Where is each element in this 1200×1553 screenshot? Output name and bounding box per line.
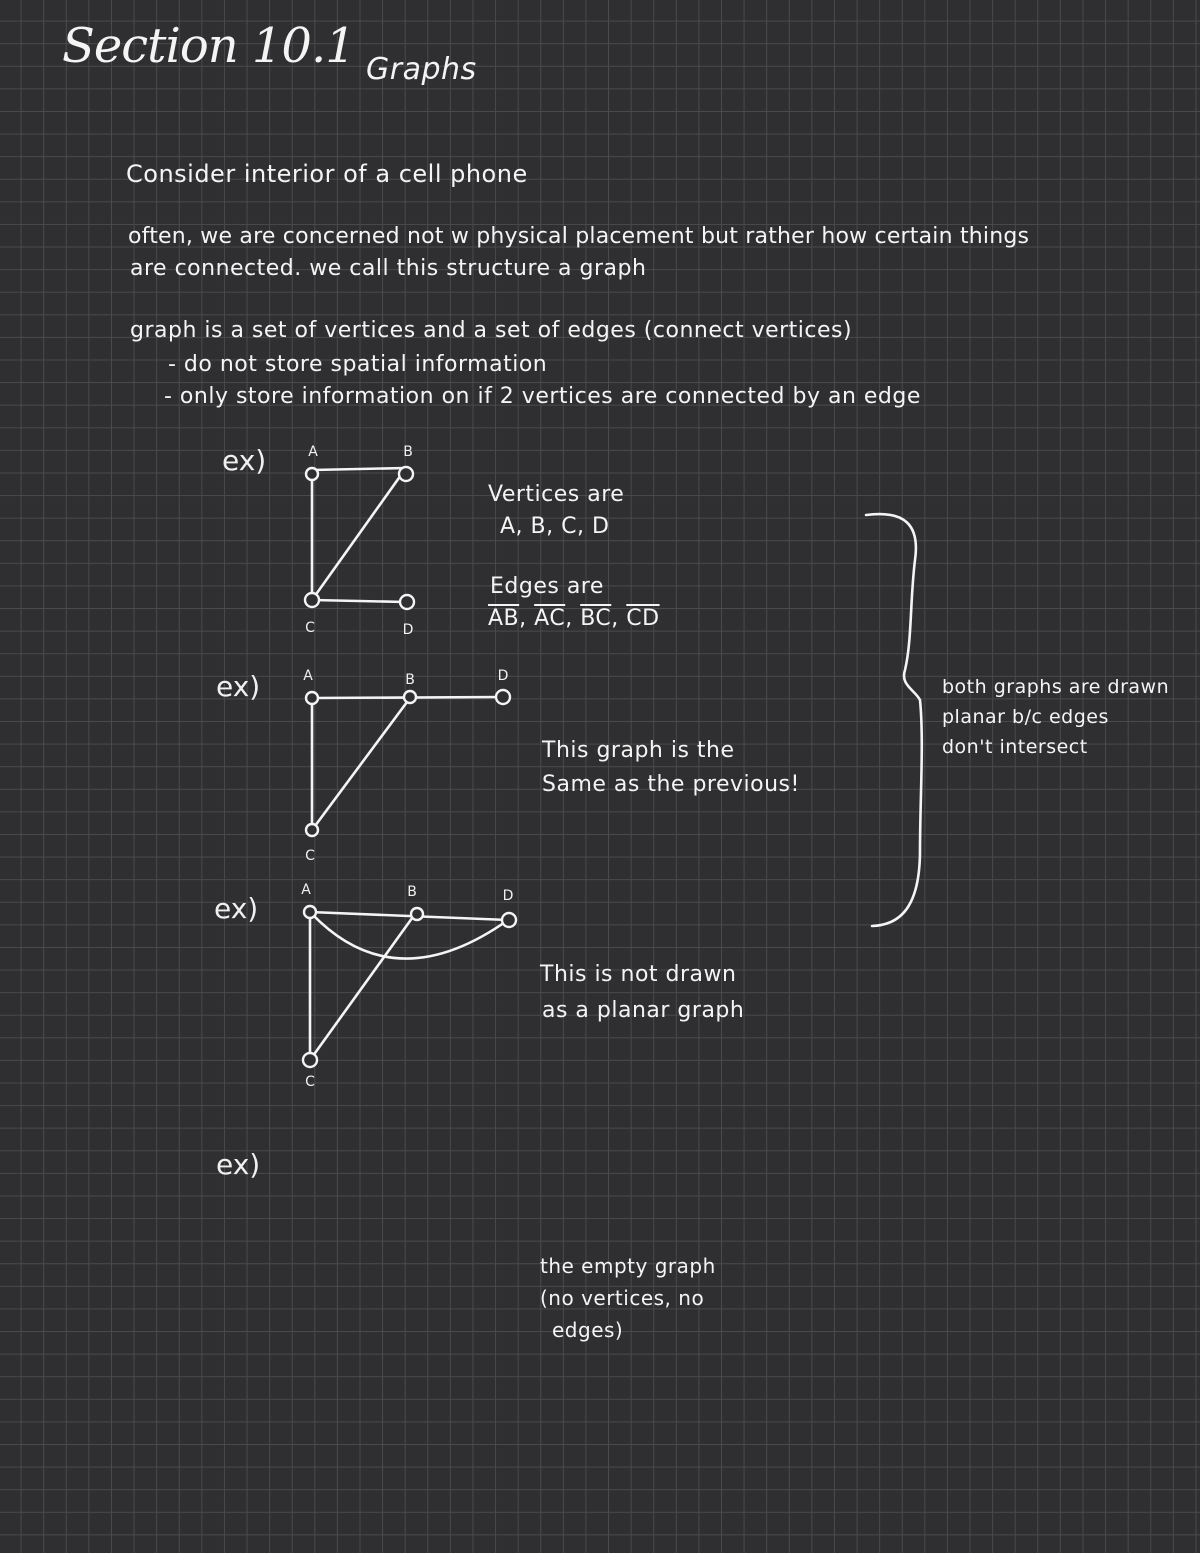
vertex-b-2 — [404, 691, 416, 703]
vertex-label-b-1: B — [403, 444, 413, 460]
edge-ac-label: $\overline{AC}$ — [534, 606, 566, 631]
ex4-note-line-2: (no vertices, no — [540, 1286, 705, 1310]
vertex-label-d-2: D — [497, 668, 509, 684]
edge-ab-3 — [310, 912, 508, 920]
ex4-note-line-1: the empty graph — [540, 1254, 716, 1278]
brace-note-line-3: don't intersect — [942, 736, 1088, 758]
vertex-c-1 — [305, 593, 319, 607]
vertex-label-d-1: D — [402, 622, 414, 638]
vertex-label-c-1: C — [305, 620, 315, 636]
example-1-label: ex) — [222, 444, 267, 477]
vertex-a-2 — [306, 692, 318, 704]
example-2-graph — [306, 690, 510, 836]
vertex-label-c-3: C — [305, 1074, 315, 1090]
definition-bullet-2: - only store information on if 2 vertices are connected by an edge — [164, 384, 921, 409]
edge-bc-1 — [312, 468, 406, 600]
vertices-list: A, B, C, D — [500, 514, 610, 539]
ex3-note-line-2: as a planar graph — [542, 998, 745, 1023]
vertex-d-1 — [400, 595, 414, 609]
vertices-heading: Vertices are — [488, 482, 625, 507]
vertex-d-3 — [502, 913, 516, 927]
ex2-note-line-1: This graph is the — [542, 738, 735, 763]
example-3-graph — [303, 906, 516, 1067]
vertex-label-b-3: B — [407, 884, 417, 900]
vertex-label-a-2: A — [303, 668, 313, 684]
example-3-label: ex) — [214, 892, 259, 925]
vertex-a-3 — [304, 906, 316, 918]
vertex-label-c-2: C — [305, 848, 315, 864]
curly-brace — [866, 514, 922, 926]
page-subtitle: Graphs — [366, 52, 477, 87]
brace-note-line-2: planar b/c edges — [942, 706, 1109, 728]
brace-note-line-1: both graphs are drawn — [942, 676, 1170, 698]
vertex-c-2 — [306, 824, 318, 836]
intro-line-1: Consider interior of a cell phone — [126, 160, 528, 188]
ex4-note-line-3: edges) — [552, 1318, 624, 1342]
edge-abd-2 — [312, 697, 503, 698]
vertex-b-1 — [399, 467, 413, 481]
definition-line: graph is a set of vertices and a set of edges (connect vertices) — [130, 318, 853, 343]
edges-heading: Edges are — [490, 574, 604, 599]
edge-ab-label: $\overline{AB}$ — [488, 606, 520, 631]
vertex-label-b-2: B — [405, 672, 415, 688]
vertex-label-d-3: D — [502, 888, 514, 904]
vertex-c-3 — [303, 1053, 317, 1067]
vertex-b-3 — [411, 908, 423, 920]
example-4-label: ex) — [216, 1148, 261, 1181]
edges-list: $\overline{AB}$, $\overline{AC}$, $\overline{BC}$, $\overline{CD}$ — [488, 606, 660, 631]
vertex-label-a-3: A — [301, 882, 311, 898]
edge-cd-label: $\overline{CD}$ — [626, 606, 660, 631]
example-2-label: ex) — [216, 670, 261, 703]
edge-bc-3 — [310, 914, 415, 1060]
vertex-d-2 — [496, 690, 510, 704]
intro-line-2: often, we are concerned not w physical placement but rather how certain things — [128, 224, 1030, 249]
edge-ab-1 — [312, 468, 406, 470]
ex2-note-line-2: Same as the previous! — [542, 772, 800, 797]
page-title: Section 10.1 — [62, 18, 355, 74]
edge-ad-curve-3 — [312, 914, 508, 959]
edge-bc-label: $\overline{BC}$ — [580, 606, 612, 631]
edge-bc-2 — [312, 698, 410, 830]
ex3-note-line-1: This is not drawn — [540, 962, 737, 987]
edge-cd-1 — [312, 600, 405, 602]
vertex-a-1 — [306, 468, 318, 480]
definition-bullet-1: - do not store spatial information — [168, 352, 548, 377]
example-1-graph — [305, 467, 414, 609]
vertex-label-a-1: A — [308, 444, 318, 460]
intro-line-3: are connected. we call this structure a graph — [130, 256, 647, 281]
